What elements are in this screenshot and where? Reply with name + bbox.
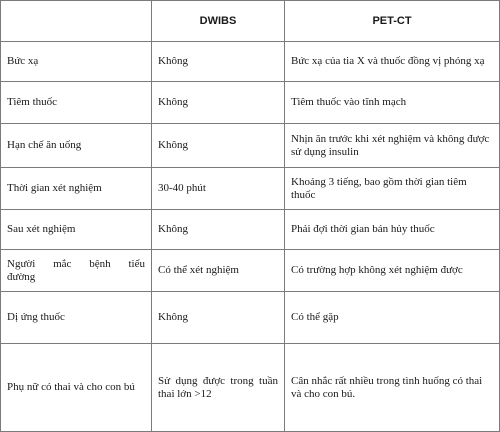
table-row xyxy=(1,124,500,168)
dwibs-cell: Không xyxy=(152,124,285,168)
dwibs-cell-line2: thai lớn >12 xyxy=(158,387,212,400)
petct-cell: Phải đợi thời gian bán hủy thuốc xyxy=(285,210,500,250)
petct-cell: Có trường hợp không xét nghiệm được xyxy=(285,250,500,292)
dwibs-cell: Có thể xét nghiệm xyxy=(152,250,285,292)
header-dwibs: DWIBS xyxy=(152,1,285,42)
petct-cell: Khoảng 3 tiếng, bao gồm thời gian tiêm thuốc xyxy=(285,168,500,210)
table-row xyxy=(1,292,500,344)
table-row xyxy=(1,344,500,432)
table-row xyxy=(1,168,500,210)
petct-cell: Tiêm thuốc vào tĩnh mạch xyxy=(285,82,500,124)
row-label: Phụ nữ có thai và cho con bú xyxy=(1,344,152,432)
row-label: Thời gian xét nghiệm xyxy=(1,168,152,210)
row-label: Sau xét nghiệm xyxy=(1,210,152,250)
row-label-line2: đường xyxy=(7,270,36,283)
dwibs-cell: 30-40 phút xyxy=(152,168,285,210)
petct-cell: Nhịn ăn trước khi xét nghiệm và không được sử dụng insulin xyxy=(285,124,500,168)
table-row xyxy=(1,250,500,292)
row-label: Dị ứng thuốc xyxy=(1,292,152,344)
dwibs-cell: Không xyxy=(152,82,285,124)
petct-cell: Cân nhắc rất nhiều trong tình huống có thai và cho con bú. xyxy=(285,344,500,432)
dwibs-cell: Không xyxy=(152,292,285,344)
row-label: Bức xạ xyxy=(1,42,152,82)
petct-cell: Có thể gặp xyxy=(285,292,500,344)
petct-cell: Bức xạ của tia X và thuốc đồng vị phóng xạ xyxy=(285,42,500,82)
table-row xyxy=(1,42,500,82)
table-row xyxy=(1,210,500,250)
table-row xyxy=(1,82,500,124)
header-empty-cell xyxy=(1,1,152,42)
dwibs-cell-line1: Sử dụng được trong tuần xyxy=(158,374,278,387)
header-petct: PET-CT xyxy=(285,1,500,42)
dwibs-cell xyxy=(152,344,285,432)
row-label xyxy=(1,250,152,292)
dwibs-cell: Không xyxy=(152,42,285,82)
table-header-row xyxy=(1,1,500,42)
row-label-line1: Người mắc bệnh tiểu xyxy=(7,257,145,270)
dwibs-cell: Không xyxy=(152,210,285,250)
row-label: Tiêm thuốc xyxy=(1,82,152,124)
row-label: Hạn chế ăn uống xyxy=(1,124,152,168)
